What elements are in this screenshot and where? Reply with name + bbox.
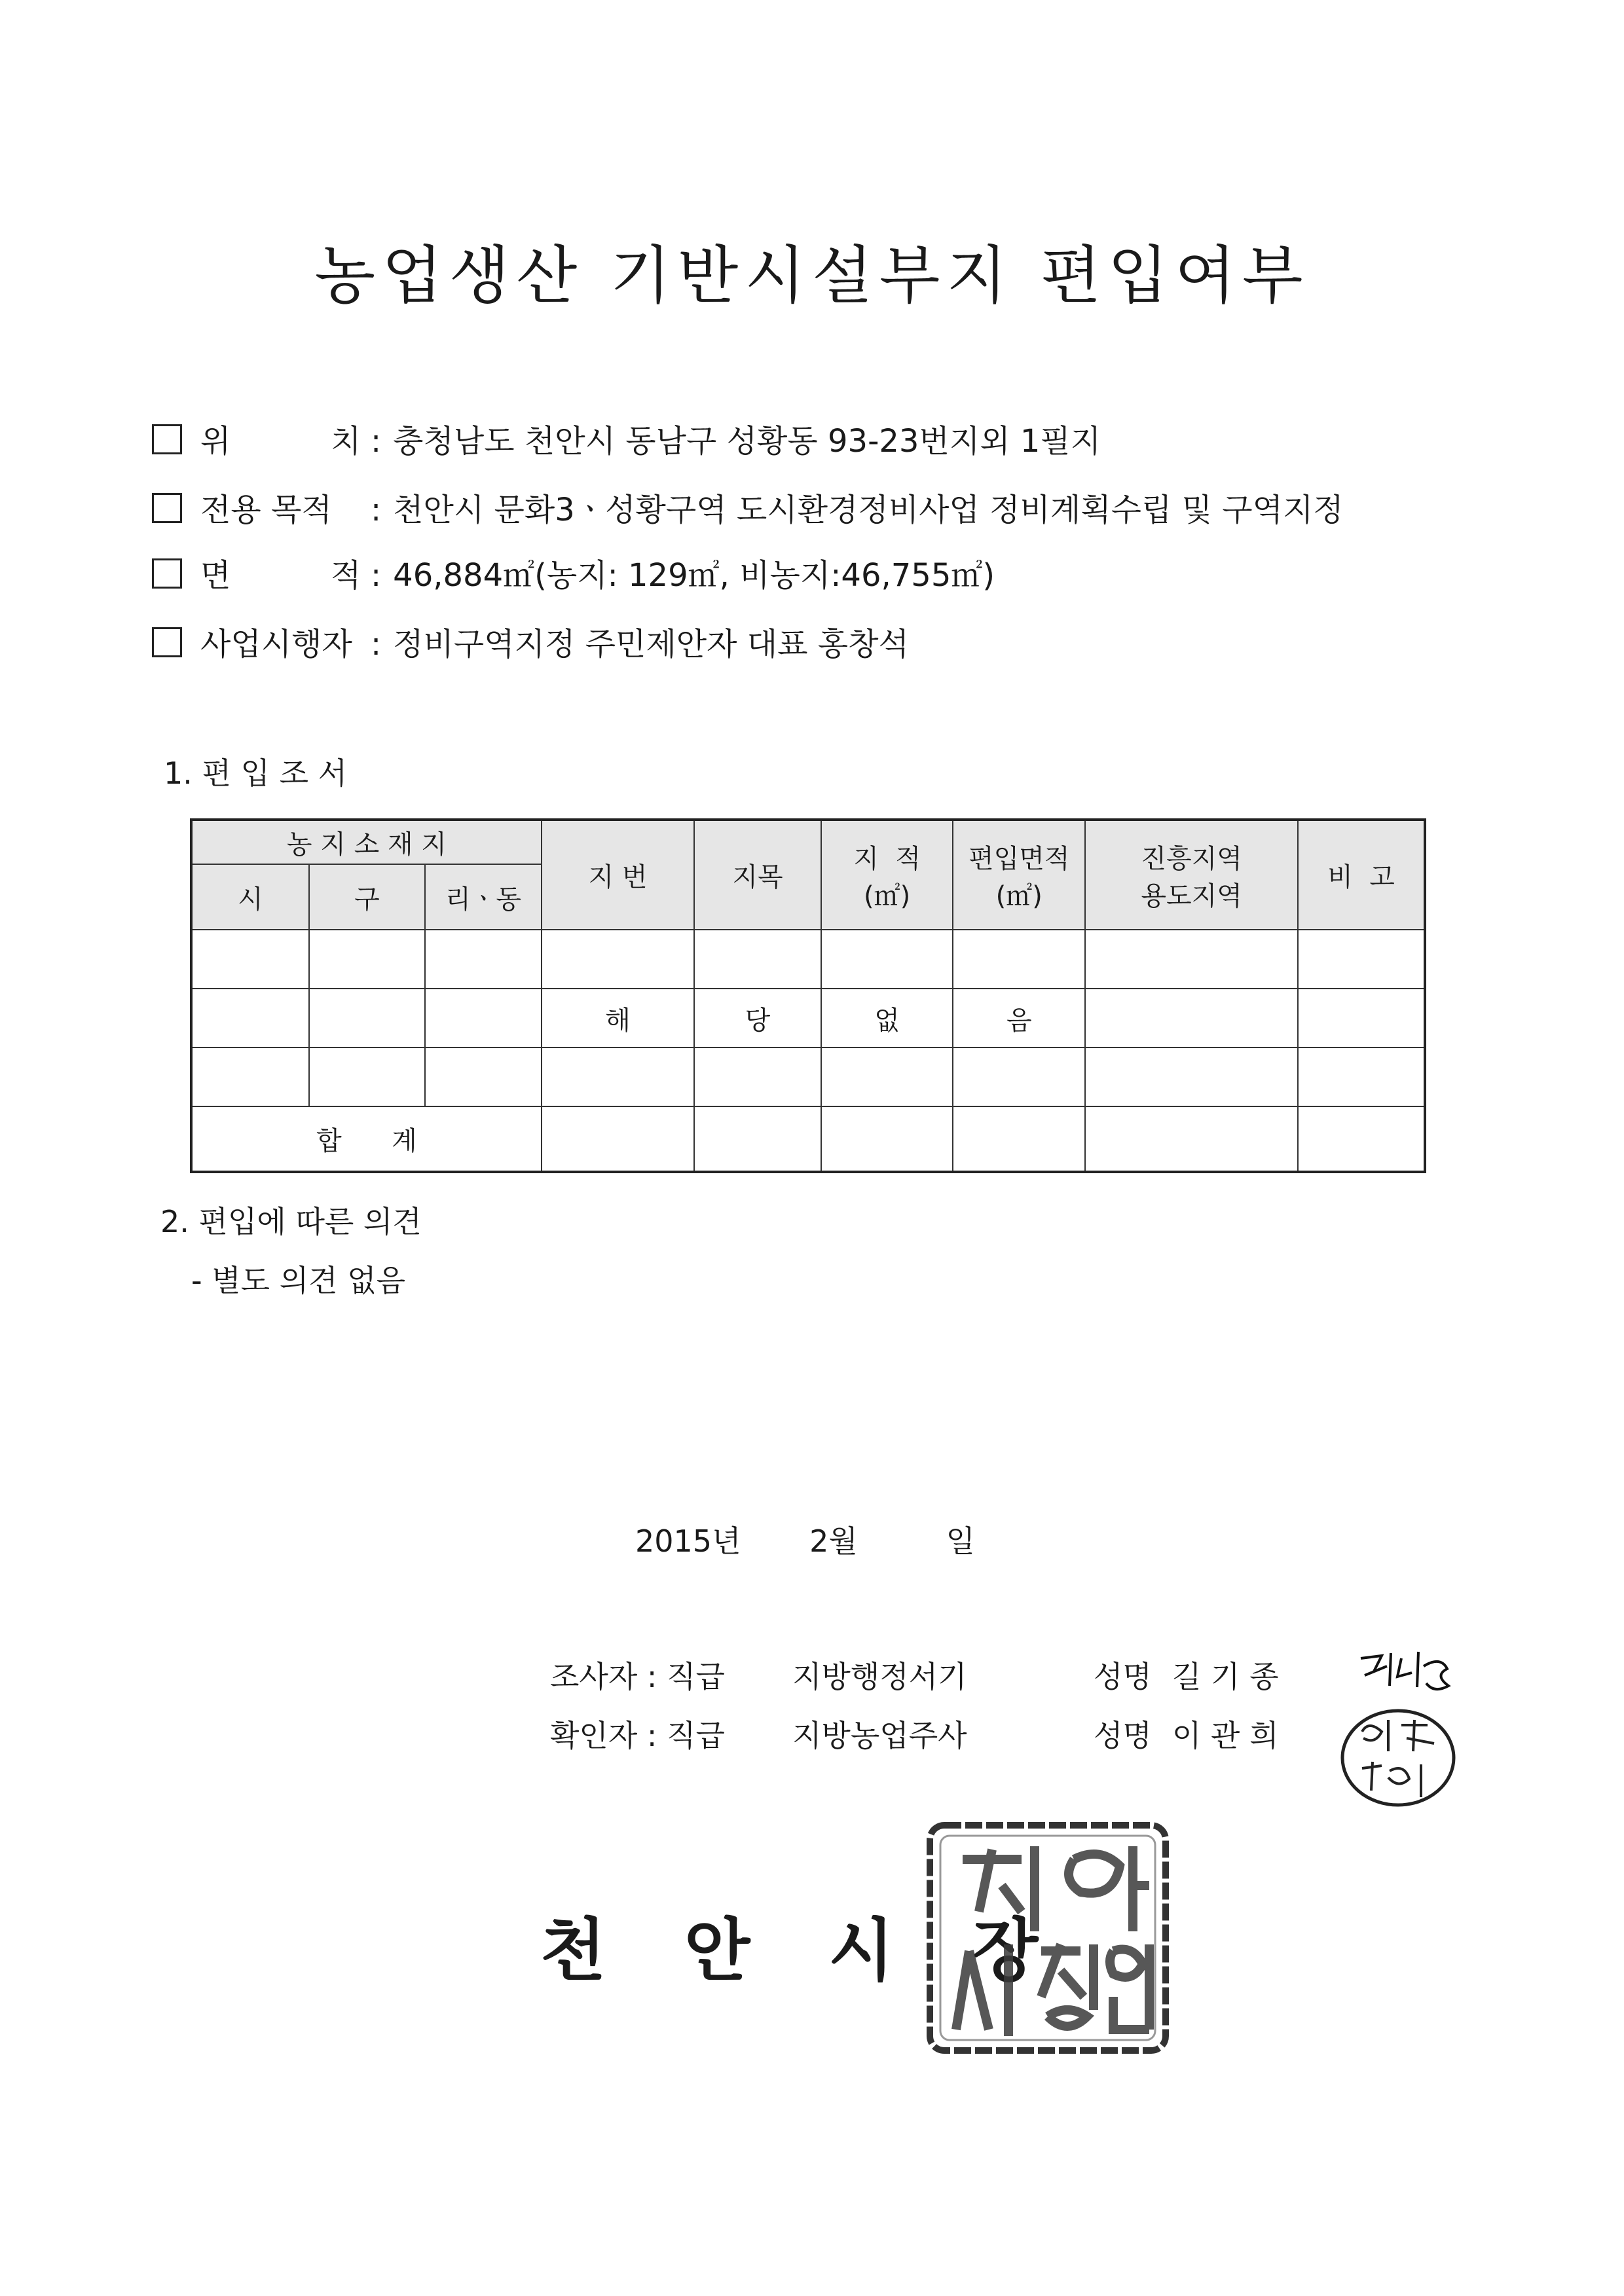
header-lot-number: 지 번 — [542, 820, 694, 930]
info-area: 면 적 : 46,884㎡(농지: 129㎡, 비농지:46,755㎡) — [152, 550, 995, 595]
date-year: 2015년 — [635, 1523, 741, 1559]
confirmer-seal — [1336, 1705, 1460, 1810]
header-incorporated-area — [953, 820, 1085, 930]
cell-none: 없 — [821, 989, 953, 1048]
date-day: 일 — [946, 1523, 975, 1559]
checkbox-icon — [152, 558, 182, 589]
info-location: 위 치 : 충청남도 천안시 동남구 성황동 93-23번지외 1필지 — [152, 416, 1101, 461]
header-incorporated-area-label: 편입면적 — [968, 843, 1070, 874]
info-purpose: 전용 목적 : 천안시 문화3ㆍ성황구역 도시환경정비사업 정비계획수립 및 구역지정 — [152, 484, 1344, 530]
issuer-char: 시 — [828, 1910, 895, 1990]
cell-none: 해 — [542, 989, 694, 1048]
surveyor-name-label: 성명 — [1094, 1659, 1152, 1694]
date-month: 2월 — [809, 1523, 858, 1559]
section-1-heading: 1. 편 입 조 서 — [164, 756, 348, 791]
surveyor-role: 조사자 : 직급 — [550, 1659, 725, 1694]
table-total-row — [191, 1106, 1425, 1172]
table-row — [191, 1048, 1425, 1106]
header-land-category: 지목 — [694, 820, 821, 930]
confirmer-name-label: 성명 — [1094, 1718, 1152, 1753]
info-label: 위 치 — [200, 423, 361, 460]
surveyor-signature — [1356, 1647, 1460, 1699]
header-zone-promotion: 진흥지역 — [1141, 843, 1242, 874]
official-seal — [923, 1820, 1172, 2056]
table-row — [191, 930, 1425, 989]
header-village: 리ㆍ동 — [425, 864, 542, 930]
header-city: 시 — [191, 864, 309, 930]
surveyor-rank: 지방행정서기 — [792, 1659, 967, 1694]
issuer-char: 천 — [540, 1910, 606, 1990]
document-date — [635, 1518, 975, 1561]
info-label: 면 적 — [200, 557, 361, 594]
checkbox-icon — [152, 493, 182, 523]
checkbox-icon — [152, 424, 182, 454]
header-zone-use: 용도지역 — [1141, 881, 1242, 911]
info-value: 충청남도 천안시 동남구 성황동 93-23번지외 1필지 — [393, 423, 1101, 460]
header-district: 구 — [309, 864, 426, 930]
header-land-area — [821, 820, 953, 930]
info-value: 천안시 문화3ㆍ성황구역 도시환경정비사업 정비계획수립 및 구역지정 — [393, 492, 1344, 528]
header-zone — [1085, 820, 1298, 930]
header-incorporated-area-unit: (㎡) — [995, 881, 1043, 911]
table-row — [191, 989, 1425, 1048]
header-farmland-location: 농 지 소 재 지 — [191, 820, 542, 864]
info-value: 46,884㎡(농지: 129㎡, 비농지:46,755㎡) — [393, 557, 995, 594]
surveyor-row — [550, 1653, 1279, 1696]
issuer-char: 장 — [972, 1910, 1039, 1990]
header-land-area-label: 지 적 — [853, 843, 921, 874]
document-title: 농업생산 기반시설부지 편입여부 — [314, 239, 1310, 312]
issuer-char: 안 — [684, 1910, 750, 1990]
confirmer-row — [550, 1712, 1279, 1755]
total-label: 합 계 — [191, 1106, 542, 1172]
info-value: 정비구역지정 주민제안자 대표 홍창석 — [393, 626, 909, 663]
info-operator: 사업시행자 : 정비구역지정 주민제안자 대표 홍창석 — [152, 619, 909, 664]
surveyor-name: 길 기 종 — [1172, 1659, 1279, 1694]
header-remarks: 비 고 — [1298, 820, 1425, 930]
section-2-heading: 2. 편입에 따른 의견 — [160, 1204, 422, 1239]
confirmer-role: 확인자 : 직급 — [550, 1718, 725, 1753]
incorporation-table — [190, 818, 1426, 1173]
info-label: 전용 목적 — [200, 492, 332, 528]
checkbox-icon — [152, 627, 182, 657]
confirmer-name: 이 관 희 — [1172, 1718, 1279, 1753]
info-label: 사업시행자 — [200, 626, 352, 663]
opinion-text: - 별도 의견 없음 — [191, 1263, 406, 1298]
confirmer-rank: 지방농업주사 — [792, 1718, 967, 1753]
cell-none: 당 — [694, 989, 821, 1048]
cell-none: 음 — [953, 989, 1085, 1048]
header-land-area-unit: (㎡) — [864, 881, 911, 911]
